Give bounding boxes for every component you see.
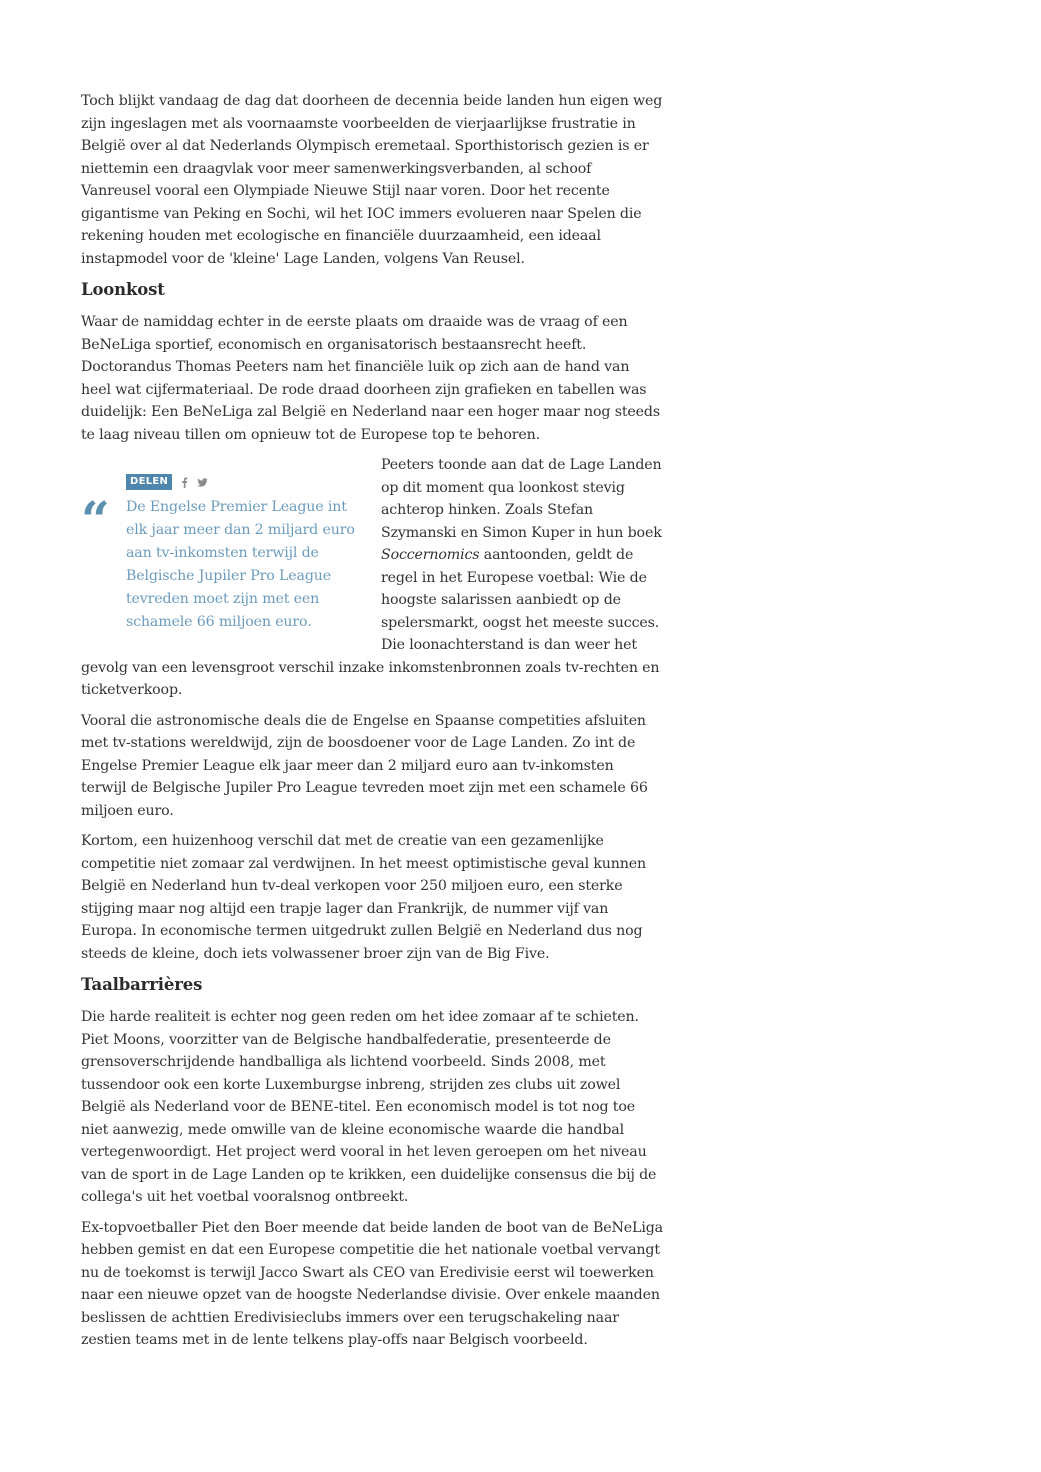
article-paragraph-deals: Vooral die astronomische deals die de Engelse en Spaanse competities afsluiten met tv-stations wereldwijd, zijn de boosdoener voor de Lage Landen. Zo int de Engelse Premier League elk jaar meer dan 2 miljard euro aan tv-inkomsten terwijl de Belgische Jupiler Pro League tevreden moet zijn met een schamele 66 miljoen euro.: [81, 712, 648, 819]
twitter-icon[interactable]: [197, 477, 208, 488]
pull-quote: [81, 474, 367, 634]
facebook-icon[interactable]: [179, 477, 190, 488]
peeters-text-end: aantoonden, geldt de regel in het Europese voetbal: Wie de hoogste salarissen aanbiedt op de spelersmarkt, oogst het meeste succes. Die loonachterstand is dan weer het gevolg van een levensgroot verschil inzake inkomstenbronnen zoals tv-rechten en ticketverkoop.: [81, 547, 660, 698]
quote-mark-icon: “: [81, 490, 110, 549]
share-bar: [126, 474, 367, 490]
peeters-text-start: Peeters toonde aan dat de Lage Landen op dit moment qua loonkost stevig achterop hinken. Zoals Stefan Szymanski en Simon Kuper in hun boek: [381, 457, 662, 541]
share-button[interactable]: DELEN: [126, 474, 172, 490]
article-paragraph-intro: Toch blijkt vandaag de dag dat doorheen de decennia beide landen hun eigen weg zijn ingeslagen met als voornaamste voorbeelden de vierjaarlijkse frustratie in België over al dat Nederlands Olympisch eremetaal. Sporthistorisch gezien is er niettemin een draagvlak voor meer samenwerkingsverbanden, al schoof Vanreusel vooral een Olympiade Nieuwe Stijl naar voren. Door het recente gigantisme van Peking en Sochi, wil het IOC immers evolueren naar Spelen die rekening houden met ecologische en financiële duurzaamheid, een ideaal instapmodel voor de 'kleine' Lage Landen, volgens Van Reusel.: [81, 93, 663, 267]
article-body: [81, 90, 663, 1360]
book-title: Soccernomics: [381, 547, 480, 563]
article-paragraph-kortom: Kortom, een huizenhoog verschil dat met de creatie van een gezamenlijke competitie niet zomaar zal verdwijnen. In het meest optimistische geval kunnen België en Nederland hun tv-deal verkopen voor 250 miljoen euro, een sterke stijging maar nog altijd een trapje lager dan Frankrijk, de nummer vijf van Europa. In economische termen uitgedrukt zullen België en Nederland dus nog steeds de kleine, doch iets volwassener broer zijn van de Big Five.: [81, 833, 647, 962]
article-paragraph-loonkost: Waar de namiddag echter in de eerste plaats om draaide was de vraag of een BeNeLiga sportief, economisch en organisatorisch bestaansrecht heeft. Doctorandus Thomas Peeters nam het financiële luik op zich aan de hand van heel wat cijfermateriaal. De rode draad doorheen zijn grafieken en tabellen was duidelijk: Een BeNeLiga zal België en Nederland naar een hoger maar nog steeds te laag niveau tillen om opnieuw tot de Europese top te behoren.: [81, 314, 660, 443]
article-paragraph-handbal: Die harde realiteit is echter nog geen reden om het idee zomaar af te schieten. Piet Moons, voorzitter van de Belgische handbalfederatie, presenteerde de grensoverschrijdende handballiga als lichtend voorbeeld. Sinds 2008, met tussendoor ook een korte Luxemburgse inbreng, strijden zes clubs uit zowel België als Nederland voor de BENE-titel. Een economisch model is tot nog toe niet aanwezig, mede omwille van de kleine economische waarde die handbal vertegenwoordigt. Het project werd vooral in het leven geroepen om het niveau van de sport in de Lage Landen op te krikken, een duidelijke consensus die bij de collega's uit het voetbal vooralsnog ontbreekt.: [81, 1009, 657, 1205]
section-heading-taalbarrieres: Taalbarrières: [81, 975, 203, 994]
section-heading-loonkost: Loonkost: [81, 280, 165, 299]
article-paragraph-den-boer: Ex-topvoetballer Piet den Boer meende dat beide landen de boot van de BeNeLiga hebben gemist en dat een Europese competitie die het nationale voetbal vervangt nu de toekomst is terwijl Jacco Swart als CEO van Eredivisie eerst wil toewerken naar een nieuwe opzet van de hoogste Nederlandse divisie. Over enkele maanden beslissen de achttien Eredivisieclubs immers over een terugschakeling naar zestien teams met in de lente telkens play-offs naar Belgisch voorbeeld.: [81, 1219, 663, 1348]
pull-quote-text: De Engelse Premier League int elk jaar meer dan 2 miljard euro aan tv-inkomsten terwijl de Belgische Jupiler Pro League tevreden moet zijn met een schamele 66 miljoen euro.: [126, 499, 355, 630]
